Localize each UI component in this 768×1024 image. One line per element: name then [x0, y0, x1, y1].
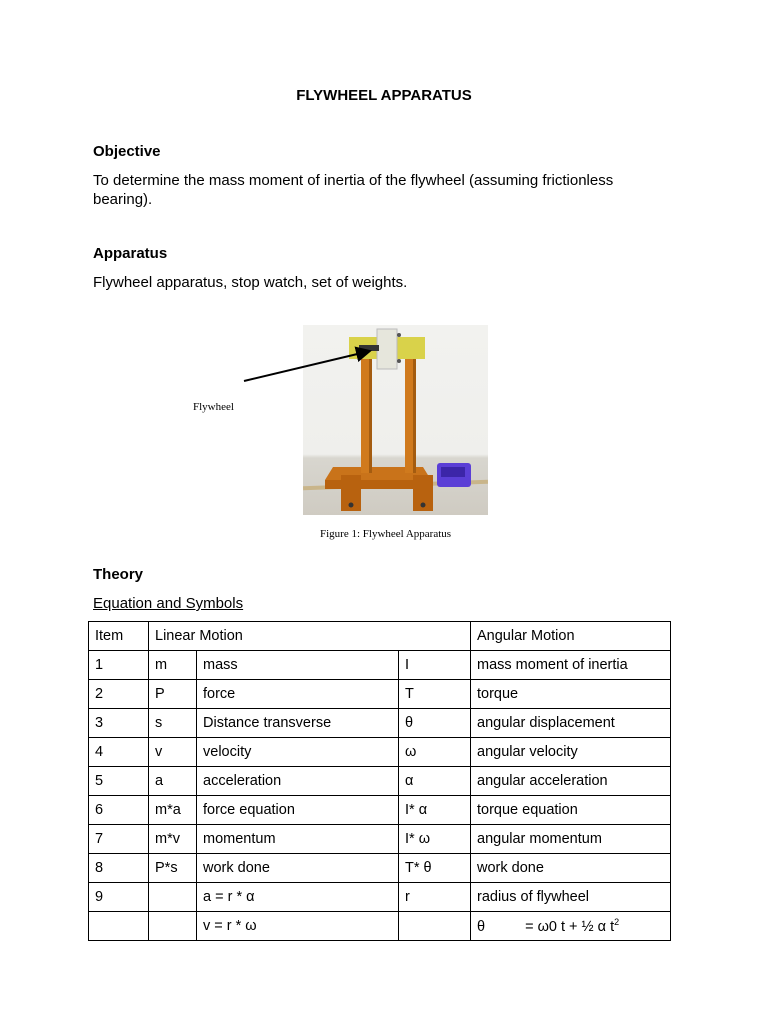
cell-linear-name: momentum [197, 825, 399, 854]
theory-heading: Theory [93, 566, 144, 583]
cell-item: 4 [89, 738, 149, 767]
cell-item: 1 [89, 651, 149, 680]
table-row [89, 796, 671, 825]
symbols-table [88, 621, 671, 941]
table-row [89, 651, 671, 680]
cell-linear-name: force [197, 680, 399, 709]
cell-item: 5 [89, 767, 149, 796]
table-row [89, 854, 671, 883]
theta-symbol: θ [477, 918, 486, 935]
cell-linear-name: a = r * α [197, 883, 399, 912]
table-row [89, 738, 671, 767]
cell-angular-name: angular velocity [471, 738, 671, 767]
flywheel-label: Flywheel [193, 401, 234, 413]
equation-symbols-subheading: Equation and Symbols [93, 595, 244, 612]
figure-caption: Figure 1: Flywheel Apparatus [320, 528, 452, 540]
cell-linear-name: acceleration [197, 767, 399, 796]
cell-angular-symbol [399, 912, 471, 941]
cell-angular-equation [471, 912, 671, 941]
apparatus-heading: Apparatus [93, 245, 168, 262]
table-header-row [89, 622, 671, 651]
cell-linear-name: v = r * ω [197, 912, 399, 941]
cell-linear-symbol: P [149, 680, 197, 709]
cell-item: 6 [89, 796, 149, 825]
flywheel-apparatus-drawing [303, 325, 488, 515]
cell-angular-name: radius of flywheel [471, 883, 671, 912]
cell-angular-symbol: T* θ [399, 854, 471, 883]
header-linear-label: Linear Motion [155, 628, 243, 644]
cell-item: 9 [89, 883, 149, 912]
cell-linear-name: velocity [197, 738, 399, 767]
cell-angular-symbol: I* α [399, 796, 471, 825]
cell-item: 2 [89, 680, 149, 709]
cell-angular-symbol: I [399, 651, 471, 680]
cell-linear-symbol: v [149, 738, 197, 767]
cell-item: 3 [89, 709, 149, 738]
cell-linear-symbol: m*a [149, 796, 197, 825]
cell-angular-name: torque [471, 680, 671, 709]
table-row [89, 767, 671, 796]
cell-linear-name: Distance transverse [197, 709, 399, 738]
cell-angular-symbol: θ [399, 709, 471, 738]
cell-linear-symbol: m*v [149, 825, 197, 854]
cell-angular-name: mass moment of inertia [471, 651, 671, 680]
cell-angular-name: angular acceleration [471, 767, 671, 796]
cell-angular-name: torque equation [471, 796, 671, 825]
cell-linear-name: force equation [197, 796, 399, 825]
cell-item [89, 912, 149, 941]
cell-item: 8 [89, 854, 149, 883]
table-row [89, 709, 671, 738]
cell-linear-symbol: m [149, 651, 197, 680]
cell-item: 7 [89, 825, 149, 854]
cell-linear-symbol: a [149, 767, 197, 796]
cell-angular-symbol: α [399, 767, 471, 796]
table-row [89, 825, 671, 854]
cell-linear-symbol: s [149, 709, 197, 738]
cell-linear-symbol [149, 912, 197, 941]
angular-displacement-equation: = ω0 t + ½ α t [525, 918, 615, 935]
cell-angular-symbol: T [399, 680, 471, 709]
apparatus-text: Flywheel apparatus, stop watch, set of weights. [93, 274, 408, 291]
equation-exponent: 2 [614, 917, 620, 928]
objective-heading: Objective [93, 143, 161, 160]
cell-linear-symbol [149, 883, 197, 912]
header-item: Item [89, 622, 149, 651]
cell-linear-symbol: P*s [149, 854, 197, 883]
page-title: FLYWHEEL APPARATUS [296, 87, 472, 104]
cell-angular-symbol: ω [399, 738, 471, 767]
header-linear-motion [149, 622, 471, 651]
cell-linear-name: mass [197, 651, 399, 680]
cell-angular-name: angular displacement [471, 709, 671, 738]
objective-text: To determine the mass moment of inertia of the flywheel (assuming frictionless bearing). [93, 172, 614, 208]
table-row [89, 883, 671, 912]
table-row [89, 912, 671, 941]
flywheel-apparatus-photo [303, 325, 488, 515]
cell-angular-symbol: I* ω [399, 825, 471, 854]
cell-angular-name: work done [471, 854, 671, 883]
header-angular-motion: Angular Motion [471, 622, 671, 651]
table-row [89, 680, 671, 709]
cell-angular-symbol: r [399, 883, 471, 912]
cell-angular-name: angular momentum [471, 825, 671, 854]
cell-linear-name: work done [197, 854, 399, 883]
